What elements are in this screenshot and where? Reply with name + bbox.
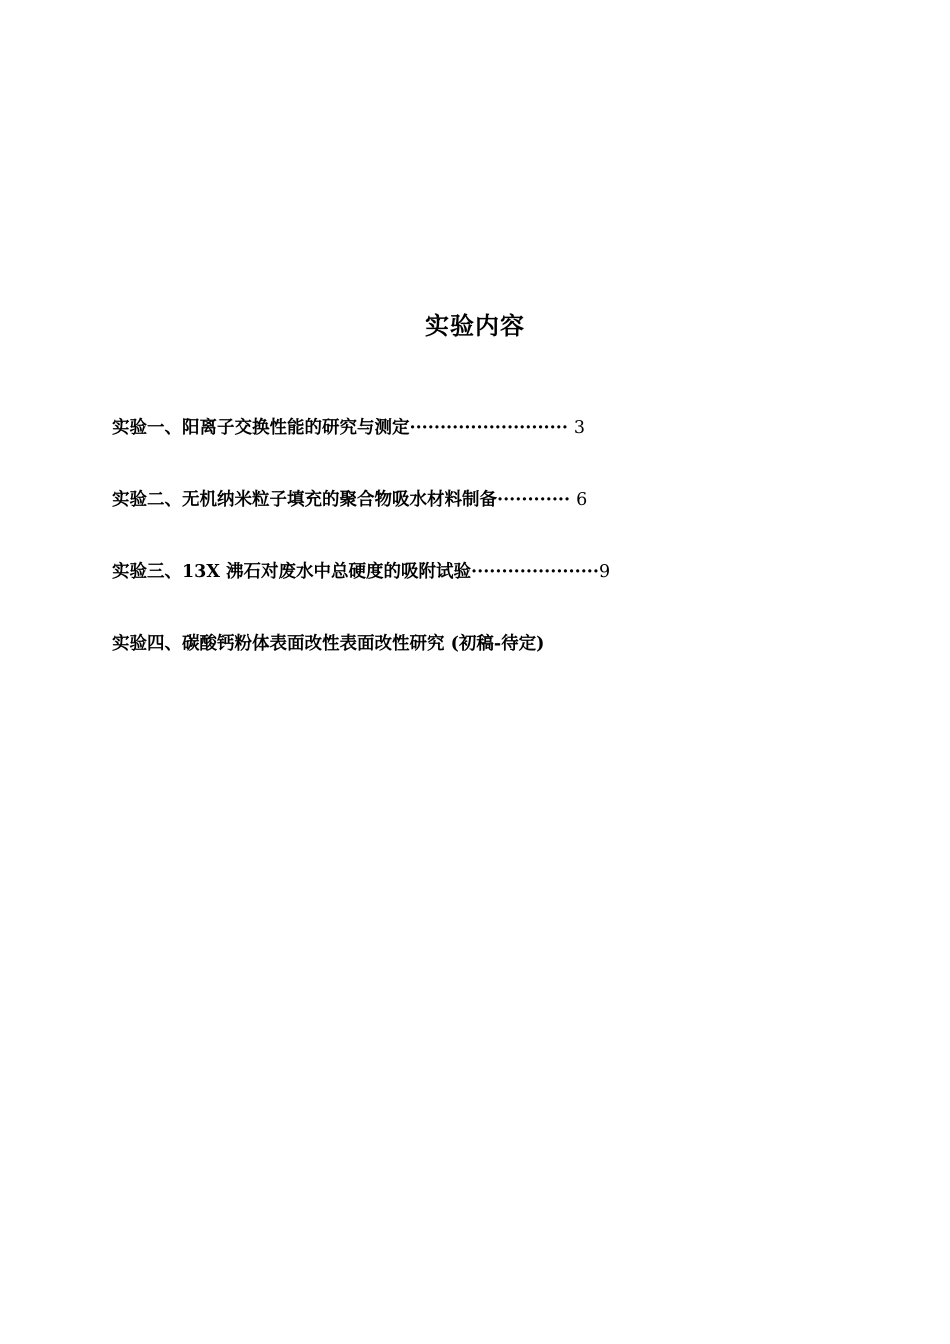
toc-leader-dots: ·························· <box>409 418 568 438</box>
toc-entry-4[interactable] <box>112 630 672 702</box>
toc-page-number: 9 <box>598 562 611 582</box>
page-title: 实验内容 <box>425 311 525 340</box>
table-of-contents <box>112 414 672 702</box>
toc-entry-2[interactable] <box>112 486 672 558</box>
toc-page-number: 6 <box>576 490 588 510</box>
toc-leader-dots: ············ <box>497 490 571 510</box>
toc-entry-label: 实验四、碳酸钙粉体表面改性表面改性研究 (初稿-待定) <box>112 634 545 654</box>
toc-entry-1[interactable] <box>112 414 672 486</box>
toc-page-number: 3 <box>573 418 586 438</box>
toc-entry-label: 实验二、无机纳米粒子填充的聚合物吸水材料制备 <box>112 490 497 510</box>
toc-entry-3[interactable] <box>112 558 672 630</box>
toc-entry-label: 实验三、13X 沸石对废水中总硬度的吸附试验 <box>112 562 472 582</box>
toc-entry-label: 实验一、阳离子交换性能的研究与测定 <box>112 418 410 438</box>
toc-leader-dots: ····················· <box>471 562 599 582</box>
